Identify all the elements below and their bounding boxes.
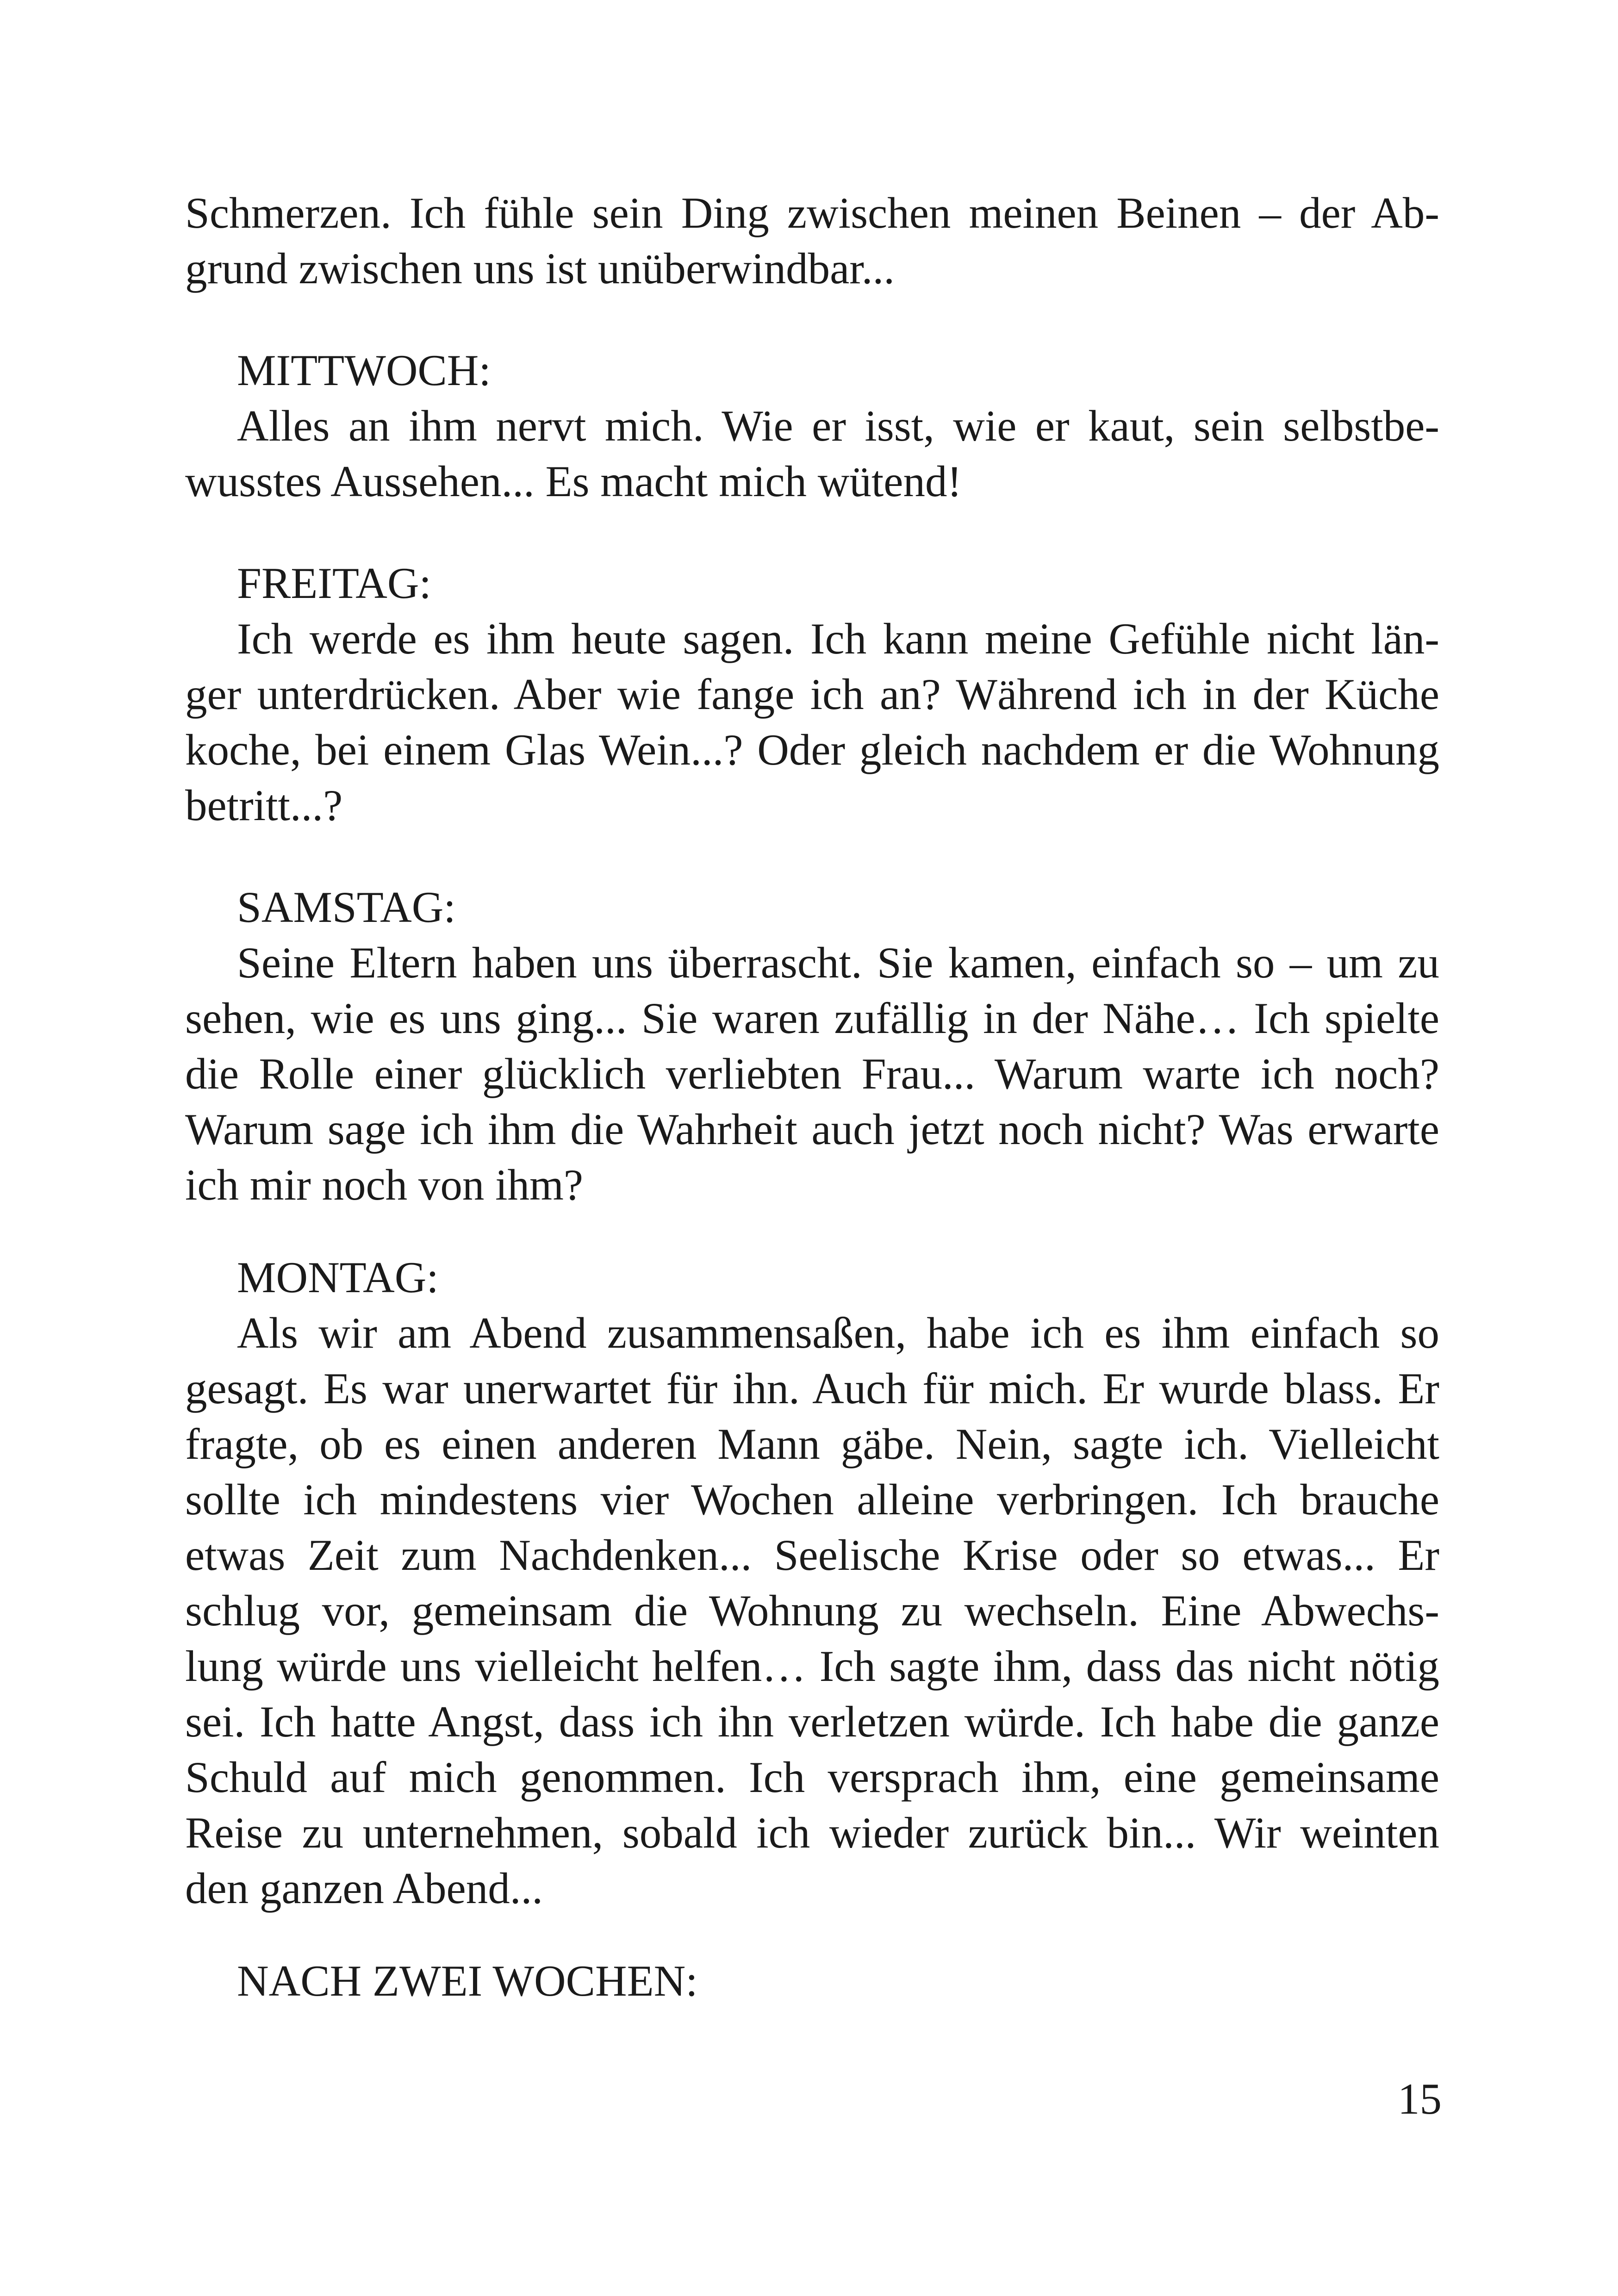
text-line: ich mir noch von ihm?: [185, 1160, 584, 1209]
diary-heading-montag: MONTAG:: [237, 1253, 439, 1302]
text-line: Schmerzen. Ich fühle sein Ding zwischen meinen Beinen – der Ab-: [185, 188, 1439, 237]
text-line: Seine Eltern haben uns überrascht. Sie kamen, einfach so – um zu: [237, 938, 1439, 987]
text-line: gesagt. Es war unerwartet für ihn. Auch für mich. Er wurde blass. Er: [185, 1364, 1439, 1413]
text-line: die Rolle einer glücklich verliebten Frau... Warum warte ich noch?: [185, 1049, 1439, 1098]
text-line: fragte, ob es einen anderen Mann gäbe. Nein, sagte ich. Vielleicht: [185, 1419, 1439, 1468]
text-line: den ganzen Abend...: [185, 1864, 543, 1913]
text-line: sehen, wie es uns ging... Sie waren zufällig in der Nähe… Ich spielte: [185, 994, 1439, 1043]
text-line: Warum sage ich ihm die Wahrheit auch jetzt noch nicht? Was erwarte: [185, 1105, 1439, 1154]
diary-heading-nach-zwei-wochen: NACH ZWEI WOCHEN:: [237, 1956, 698, 2005]
text-line: sei. Ich hatte Angst, dass ich ihn verletzen würde. Ich habe die ganze: [185, 1697, 1439, 1746]
text-line: Reise zu unternehmen, sobald ich wieder zurück bin... Wir weinten: [185, 1808, 1439, 1857]
text-line: etwas Zeit zum Nachdenken... Seelische Krise oder so etwas... Er: [185, 1531, 1439, 1580]
text-line: betritt...?: [185, 781, 343, 830]
diary-heading-mittwoch: MITTWOCH:: [237, 346, 491, 395]
page-number: 15: [1398, 2074, 1442, 2123]
text-line: wusstes Aussehen... Es macht mich wütend!: [185, 457, 962, 506]
diary-heading-freitag: FREITAG:: [237, 559, 431, 608]
text-line: Als wir am Abend zusammensaßen, habe ich es ihm einfach so: [237, 1308, 1439, 1357]
text-line: Schuld auf mich genommen. Ich versprach ihm, eine gemeinsame: [185, 1753, 1439, 1802]
text-line: sollte ich mindestens vier Wochen alleine verbringen. Ich brauche: [185, 1475, 1439, 1524]
text-line: koche, bei einem Glas Wein...? Oder gleich nachdem er die Wohnung: [185, 725, 1439, 774]
text-line: grund zwischen uns ist unüberwindbar...: [185, 244, 895, 293]
text-line: schlug vor, gemeinsam die Wohnung zu wechseln. Eine Abwechs-: [185, 1586, 1439, 1635]
text-line: lung würde uns vielleicht helfen… Ich sagte ihm, dass das nicht nötig: [185, 1642, 1439, 1691]
text-line: Ich werde es ihm heute sagen. Ich kann meine Gefühle nicht län-: [237, 614, 1439, 663]
text-line: Alles an ihm nervt mich. Wie er isst, wie er kaut, sein selbstbe-: [237, 401, 1439, 450]
text-line: ger unterdrücken. Aber wie fange ich an? Während ich in der Küche: [185, 670, 1439, 719]
diary-heading-samstag: SAMSTAG:: [237, 883, 456, 932]
